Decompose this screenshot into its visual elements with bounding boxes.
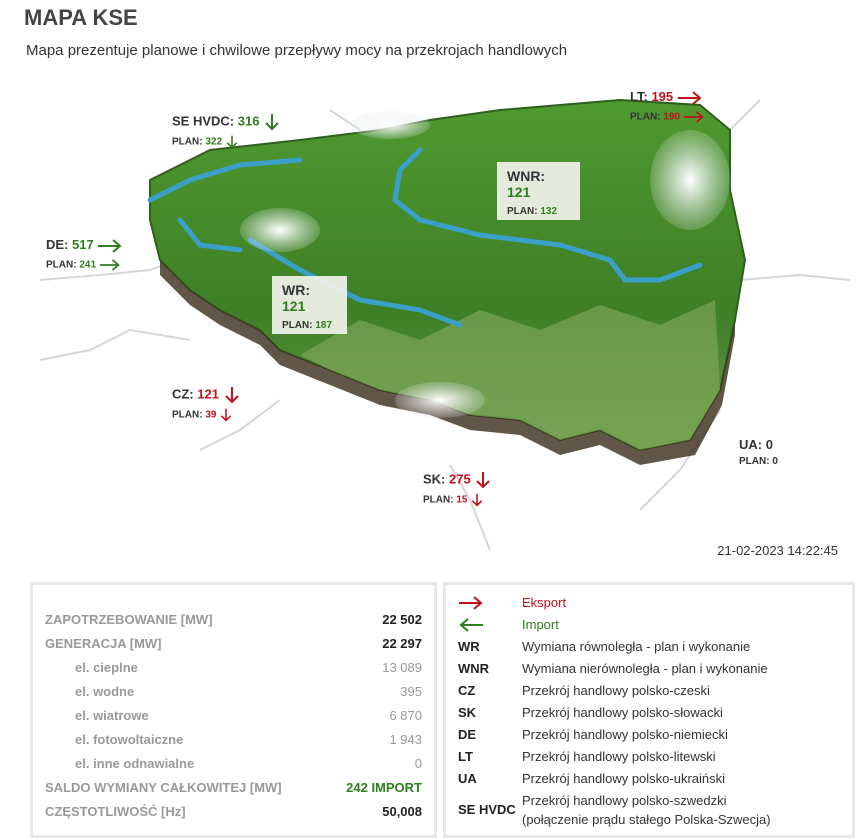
- plan-label: PLAN:: [282, 320, 313, 331]
- stat-value: 1 943: [389, 732, 422, 747]
- stat-label: el. cieplne: [75, 660, 138, 675]
- stat-value: 22 297: [382, 636, 422, 651]
- plan-value: 132: [540, 206, 558, 217]
- page-title: MAPA KSE: [24, 5, 138, 30]
- flow-value: 0: [765, 437, 773, 452]
- flow-lt: [630, 89, 705, 124]
- box-value: 121: [282, 298, 306, 314]
- import-arrow-icon: [99, 258, 121, 272]
- box-wnr: [497, 162, 580, 220]
- legend-desc: Przekrój handlowy polsko-słowacki: [522, 705, 723, 720]
- plan-value: 241: [79, 259, 97, 271]
- flow-label: CZ:: [172, 386, 194, 402]
- stat-label: el. inne odnawialne: [75, 756, 195, 771]
- legend-panel: [443, 582, 855, 838]
- import-arrow-icon: [225, 135, 239, 149]
- stat-row-generation: [45, 636, 422, 660]
- export-arrow-icon: [458, 595, 484, 611]
- stat-label: SALDO WYMIANY CAŁKOWITEJ [MW]: [45, 780, 282, 795]
- export-arrow-icon: [683, 110, 705, 124]
- legend-key: WNR: [458, 661, 490, 676]
- legend-desc: Wymiana równoległa - plan i wykonanie: [522, 639, 751, 654]
- flow-label: DE:: [46, 237, 69, 252]
- legend-desc: Przekrój handlowy polsko-czeski: [522, 683, 710, 698]
- stat-row-solar: [45, 732, 422, 756]
- legend-export-label: Eksport: [522, 595, 567, 610]
- flow-value: 121: [197, 386, 219, 402]
- stat-value: 395: [400, 684, 422, 699]
- stat-row-demand: [45, 612, 422, 636]
- legend-key: DE: [458, 727, 477, 742]
- box-label: WR:: [282, 282, 310, 298]
- stat-row-other-renewable: [45, 756, 422, 780]
- legend-desc: Przekrój handlowy polsko-ukraiński: [522, 771, 726, 786]
- stat-value: 242 IMPORT: [346, 780, 422, 795]
- stat-label: ZAPOTRZEBOWANIE [MW]: [45, 612, 213, 627]
- legend-desc-2: (połączenie prądu stałego Polska-Szwecja): [522, 812, 771, 827]
- plan-label: PLAN:: [172, 409, 203, 421]
- flow-ua: [739, 437, 778, 467]
- flow-se-hvdc: [172, 113, 281, 149]
- legend-import-label: Import: [522, 617, 559, 632]
- flow-label: SK:: [423, 471, 446, 487]
- stat-row-balance: [45, 780, 422, 804]
- stat-label: el. wiatrowe: [75, 708, 149, 723]
- stat-row-frequency: [45, 804, 422, 828]
- legend-desc: Wymiana nierównoległa - plan i wykonanie: [522, 661, 768, 676]
- stat-value: 6 870: [389, 708, 422, 723]
- import-arrow-icon: [263, 113, 281, 131]
- plan-label: PLAN:: [630, 111, 661, 123]
- flow-value: 195: [651, 89, 674, 104]
- legend-desc: Przekrój handlowy polsko-szwedzki: [522, 793, 727, 808]
- plan-value: 0: [772, 456, 778, 467]
- stat-row-hydro: [45, 684, 422, 708]
- import-arrow-icon: [458, 617, 484, 633]
- stat-label: el. fotowoltaiczne: [75, 732, 184, 747]
- plan-value: 187: [315, 320, 333, 331]
- box-label: WNR:: [507, 168, 546, 184]
- flow-label: SE HVDC:: [172, 113, 235, 129]
- export-arrow-icon: [474, 471, 492, 489]
- legend-key: SE HVDC: [458, 802, 516, 817]
- plan-value: 39: [205, 409, 217, 421]
- stat-row-wind: [45, 708, 422, 732]
- stat-value: 0: [414, 756, 422, 771]
- stat-label: el. wodne: [75, 684, 135, 699]
- box-wr: [272, 276, 347, 334]
- plan-label: PLAN:: [739, 456, 770, 467]
- plan-label: PLAN:: [423, 494, 454, 506]
- poland-map: [0, 70, 868, 570]
- plan-value: 322: [205, 136, 223, 148]
- legend-key: LT: [458, 749, 473, 764]
- legend-key: CZ: [458, 683, 476, 698]
- legend-desc: Przekrój handlowy polsko-niemiecki: [522, 727, 728, 742]
- stat-row-thermal: [45, 660, 422, 684]
- flow-de: [46, 237, 123, 272]
- stat-value: 22 502: [382, 612, 422, 627]
- timestamp: 21-02-2023 14:22:45: [717, 543, 838, 558]
- stat-label: GENERACJA [MW]: [45, 636, 162, 651]
- flow-value: 275: [449, 471, 471, 487]
- flow-value: 517: [72, 237, 94, 252]
- plan-label: PLAN:: [172, 136, 203, 148]
- legend-key: UA: [458, 771, 477, 786]
- stats-panel: [30, 582, 437, 838]
- legend-key: WR: [458, 639, 480, 654]
- legend-desc: Przekrój handlowy polsko-litewski: [522, 749, 716, 764]
- export-arrow-icon: [223, 386, 241, 404]
- stat-value: 50,008: [382, 804, 422, 819]
- stat-label: CZĘSTOTLIWOŚĆ [Hz]: [45, 804, 186, 819]
- export-arrow-icon: [677, 90, 703, 106]
- import-arrow-icon: [97, 238, 123, 254]
- flow-sk: [423, 471, 492, 507]
- export-arrow-icon: [470, 493, 484, 507]
- export-arrow-icon: [219, 408, 233, 422]
- plan-label: PLAN:: [507, 206, 538, 217]
- flow-cz: [172, 386, 241, 422]
- flow-label: LT:: [630, 89, 648, 104]
- flow-value: 316: [237, 113, 260, 129]
- legend-key: SK: [458, 705, 477, 720]
- box-value: 121: [507, 184, 531, 200]
- plan-value: 15: [456, 494, 468, 506]
- page-subtitle: Mapa prezentuje planowe i chwilowe przepływy mocy na przekrojach handlowych: [26, 42, 568, 59]
- plan-value: 190: [663, 111, 681, 123]
- plan-label: PLAN:: [46, 259, 77, 271]
- flow-label: UA:: [739, 437, 763, 452]
- stat-value: 13 089: [382, 660, 422, 675]
